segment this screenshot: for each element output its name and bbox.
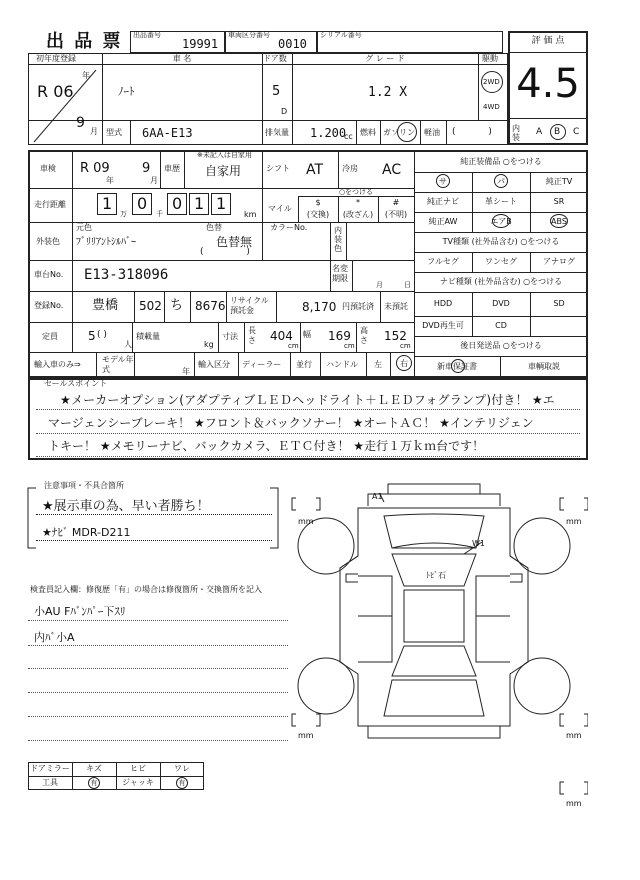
exchange-label: (交換) xyxy=(306,210,330,219)
equip-airbag: エアB xyxy=(490,217,512,226)
fuel-gas: ガソリン xyxy=(383,128,415,137)
shift-value: AT xyxy=(306,162,324,178)
height-unit: cm xyxy=(400,342,411,350)
load-unit: kg xyxy=(204,340,214,349)
sales-line-1: ★メーカーオプション(アダプティブＬＥＤヘッドライト＋ＬＥＤフォグランプ)付き！ ★エ xyxy=(60,393,555,407)
model-year-label: モデル年式 xyxy=(102,355,134,374)
equip-leather: 革シート xyxy=(485,197,517,206)
navi-hdd: HDD xyxy=(433,299,453,308)
grade-value: 1.2 X xyxy=(368,85,408,100)
mm-front-right: mm xyxy=(566,517,582,526)
sales-line-3: トキー！ ★メモリーナビ、バックカメラ、ＥＴＣ付き！ ★走行１万ｋｍ台です！ xyxy=(48,439,485,453)
tire-rear-left-icon xyxy=(298,658,354,714)
mileage-digit-3-text: 0 xyxy=(172,194,183,213)
grade-label: グ レ ー ド xyxy=(365,54,405,63)
equip-sr: SR xyxy=(553,197,565,206)
chassis-number: E13-318096 xyxy=(84,267,169,283)
equip-ac: サ xyxy=(439,177,447,186)
navi-dvd-play: DVD再生可 xyxy=(422,321,464,330)
equip-ac-circle xyxy=(436,174,450,188)
length-label: 長さ xyxy=(248,326,256,345)
height-value: 152 xyxy=(384,329,407,343)
car-damage-diagram xyxy=(288,476,588,816)
navi-sd: SD xyxy=(553,299,565,308)
model-year-unit: 年 xyxy=(182,367,190,376)
damage-a1: A1 xyxy=(372,492,383,501)
equip-abs: ABS xyxy=(551,217,567,226)
ac-label: 冷房 xyxy=(342,164,358,173)
mm-rear-left: mm xyxy=(298,731,314,740)
displacement-unit: cc xyxy=(344,132,353,141)
capacity-unit: 人 xyxy=(124,340,132,349)
legend-crack: ヒビ xyxy=(130,764,146,773)
navi-title: ナビ種類 (社外品含む) ○をつける xyxy=(439,277,563,286)
load-label: 積載量 xyxy=(136,332,160,341)
shaken-month-unit: 月 xyxy=(150,176,158,185)
mileage-digit-4-text: 1 xyxy=(194,194,205,213)
interior-grade-b: B xyxy=(554,127,561,137)
mileage-km: km xyxy=(244,210,257,219)
mileage-label: 走行距離 xyxy=(34,200,66,209)
month-unit: 月 xyxy=(90,127,98,136)
size-label: 寸法 xyxy=(222,332,238,341)
handle-right: 右 xyxy=(400,359,408,368)
private-use: 自家用 xyxy=(205,164,242,178)
mileage-digit-2-text: 0 xyxy=(137,194,148,213)
later-warranty: 新車保証書 xyxy=(437,362,477,371)
left-mirror-outline xyxy=(346,574,358,582)
shaken-era: R 09 xyxy=(80,161,110,176)
tv-fullseg: フルセグ xyxy=(427,257,459,266)
name-change-label: 名変期限 xyxy=(332,264,348,283)
interior-color-label: 内装色 xyxy=(334,226,342,253)
right-mirror-outline xyxy=(510,574,522,582)
recycle-unit: 円預託済 xyxy=(342,302,374,311)
mm-front-left: mm xyxy=(298,517,314,526)
damage-stone-chip: ﾄﾋﾞ石 xyxy=(426,571,446,580)
door-suffix: D xyxy=(281,107,288,116)
legend-scratch: キズ xyxy=(86,764,102,773)
unknown-label: (不明) xyxy=(384,210,408,219)
tv-analog: アナログ xyxy=(543,257,575,266)
trunk-outline xyxy=(384,680,484,716)
tv-title: TV種類 (社外品含む) ○をつける xyxy=(442,237,560,246)
recycle-amount: 8,170 xyxy=(302,300,337,314)
interior-label: 内装 xyxy=(512,124,520,142)
damage-w1: W1 xyxy=(472,539,485,548)
equip-aw: 純正AW xyxy=(428,217,458,226)
tv-oneseg: ワンセグ xyxy=(485,257,517,266)
equip-ps-circle xyxy=(494,174,508,188)
equip-abs-circle xyxy=(550,214,568,228)
capacity-paren: ( ) xyxy=(97,330,107,340)
sub-no: 0010 xyxy=(278,37,307,51)
import-parallel: 並行 xyxy=(296,360,312,369)
width-value: 169 xyxy=(328,329,351,343)
history-label: 車歴 xyxy=(164,164,180,173)
car-body-outline xyxy=(340,494,528,726)
mileage-sen: 千 xyxy=(156,210,163,218)
navi-dvd: DVD xyxy=(492,299,510,308)
shift-label: シフト xyxy=(266,164,290,173)
history-note: ※未記入は自家用 xyxy=(197,151,252,159)
fuel-diesel: 軽油 xyxy=(424,128,440,137)
color-no-label: カラーNo. xyxy=(270,223,308,232)
mileage-digit-1-text: 1 xyxy=(102,194,113,213)
door-count: 5 xyxy=(272,84,281,99)
width-label: 幅 xyxy=(303,330,311,339)
legend-jack: ジャッキ xyxy=(122,778,154,787)
drive-4wd: 4WD xyxy=(483,103,500,111)
sales-line-2: マージェンシーブレーキ！ ★フロント＆バックソナー！ ★オートＡＣ！ ★インテリジェン xyxy=(48,416,534,430)
form-title: 出 品 票 xyxy=(46,31,123,52)
navi-cd: CD xyxy=(495,321,507,330)
import-label: 輸入車のみ⇒ xyxy=(34,360,81,369)
mm-rear-right: mm xyxy=(566,731,582,740)
shaken-month: 9 xyxy=(142,161,151,176)
equip-navi: 純正ナビ xyxy=(427,197,459,206)
notes-line-2: ★ﾅﾋﾞ MDR-D211 xyxy=(42,526,131,539)
inspector-label: 検査員記入欄：修復歴「有」の場合は修復箇所・交換箇所を記入 xyxy=(30,585,262,594)
displacement-label: 排気量 xyxy=(265,128,289,137)
shaken-year-unit: 年 xyxy=(106,176,114,185)
recycle-none: 未預託 xyxy=(384,302,408,311)
handle-left: 左 xyxy=(374,360,382,369)
reg-area: 豊橋 xyxy=(92,298,119,313)
inspector-line-1: 小AU Fﾊﾞﾝﾊﾟｰ下ｽﾘ xyxy=(34,605,126,618)
drive-label: 駆動 xyxy=(482,54,498,63)
windshield-outline xyxy=(392,554,476,586)
model-label: 型式 xyxy=(106,128,122,137)
door-label: ドア数 xyxy=(263,54,287,63)
capacity-value: 5 xyxy=(88,329,96,343)
first-reg-month: 9 xyxy=(76,115,85,131)
length-unit: cm xyxy=(288,342,299,350)
tire-front-left-icon xyxy=(298,518,354,574)
original-color: ﾌﾞﾘﾘｱﾝﾄｼﾙﾊﾞｰ xyxy=(76,237,136,248)
name-label: 車 名 xyxy=(172,54,192,63)
interior-grade-c: C xyxy=(573,127,580,137)
later-warranty-circle xyxy=(451,359,465,373)
length-value: 404 xyxy=(270,329,293,343)
listing-no: 19991 xyxy=(182,37,219,51)
left-doors-outline xyxy=(358,576,392,662)
equip-ps: パ xyxy=(497,177,505,186)
interior-grade-a: A xyxy=(536,127,543,137)
handle-label: ハンドル xyxy=(326,360,358,369)
sub-no-label: 車両区分番号 xyxy=(228,31,270,39)
repaint-label: 色替 xyxy=(206,223,222,232)
tampered-symbol: * xyxy=(356,198,360,207)
later-title: 後日発送品 ○をつける xyxy=(460,341,542,350)
rear-window-outline xyxy=(392,646,476,676)
listing-no-label: 出品番号 xyxy=(133,31,161,39)
ac-value: AC xyxy=(382,162,402,178)
exchange-symbol: $ xyxy=(315,198,321,207)
legend-tools-yes: 有 xyxy=(90,779,98,787)
reg-number: 8676 xyxy=(195,299,226,313)
shaken-label: 車検 xyxy=(40,164,56,173)
drive-2wd: 2WD xyxy=(483,78,500,86)
legend-tools: 工具 xyxy=(42,778,58,787)
mm-spare: mm xyxy=(566,799,582,808)
import-dealer: ディーラー xyxy=(242,360,282,369)
rating-score: 4.5 xyxy=(516,61,580,107)
equip-airbag-circle xyxy=(492,214,510,228)
repaint-value: 色替無 xyxy=(216,235,253,249)
year-label: 初年度登録 xyxy=(36,54,76,63)
car-name: ﾉｰﾄ xyxy=(118,85,135,98)
mileage-man: 万 xyxy=(120,210,127,218)
rear-bumper-outline xyxy=(368,726,500,738)
front-bumper-outline xyxy=(388,484,480,494)
year-unit: 年 xyxy=(82,71,90,80)
import-kind-label: 輸入区分 xyxy=(198,360,230,369)
tampered-label: (改ざん) xyxy=(342,210,374,219)
unknown-symbol: # xyxy=(392,198,400,207)
recycle-label: リサイクル預託金 xyxy=(230,296,269,315)
serial-label: シリアル番号 xyxy=(320,31,362,39)
roof-outline xyxy=(404,590,464,642)
name-change-day: 日 xyxy=(404,281,411,289)
fuel-other-paren: ( ) xyxy=(452,127,492,137)
original-color-label: 元色 xyxy=(76,223,92,232)
mile-label: マイル xyxy=(268,204,292,213)
mileage-digit-5-text: 1 xyxy=(216,194,227,213)
model-code: 6AA-E13 xyxy=(142,126,193,140)
legend-jack-yes: 有 xyxy=(178,779,186,787)
legend-mirror: ドアミラー xyxy=(30,764,70,773)
rating-label: 評 価 点 xyxy=(531,36,565,46)
notes-label: 注意事項・不具合箇所 xyxy=(44,481,124,490)
equip-title: 純正装備品 ○をつける xyxy=(460,157,542,166)
inspector-line-2: 内ﾊﾞ小A xyxy=(34,631,75,644)
exterior-label: 外装色 xyxy=(36,237,60,246)
name-change-month: 月 xyxy=(376,281,383,289)
tire-rear-right-icon xyxy=(514,658,570,714)
chassis-label: 車台No. xyxy=(34,270,64,279)
reg-class: 502 xyxy=(139,299,162,313)
width-unit: cm xyxy=(344,342,355,350)
first-reg-era: R 06 xyxy=(37,82,74,101)
notes-line-1: ★展示車の為、早い者勝ち！ xyxy=(42,499,210,514)
reg-label: 登録No. xyxy=(34,301,64,310)
height-label: 高さ xyxy=(360,326,368,345)
capacity-label: 定員 xyxy=(42,332,58,341)
mileage-circle-note: ○をつける xyxy=(338,188,374,196)
repaint-paren: ( ) xyxy=(200,247,250,257)
tire-front-right-icon xyxy=(514,518,570,574)
displacement: 1.200 xyxy=(310,126,347,140)
equip-tv: 純正TV xyxy=(545,177,573,186)
legend-break: ワレ xyxy=(174,764,190,773)
sales-label: セールスポイント xyxy=(44,379,108,388)
right-doors-outline xyxy=(476,576,510,662)
fuel-label: 燃料 xyxy=(360,128,376,137)
later-manual: 車輌取説 xyxy=(528,362,560,371)
reg-kana: ち xyxy=(170,298,184,313)
